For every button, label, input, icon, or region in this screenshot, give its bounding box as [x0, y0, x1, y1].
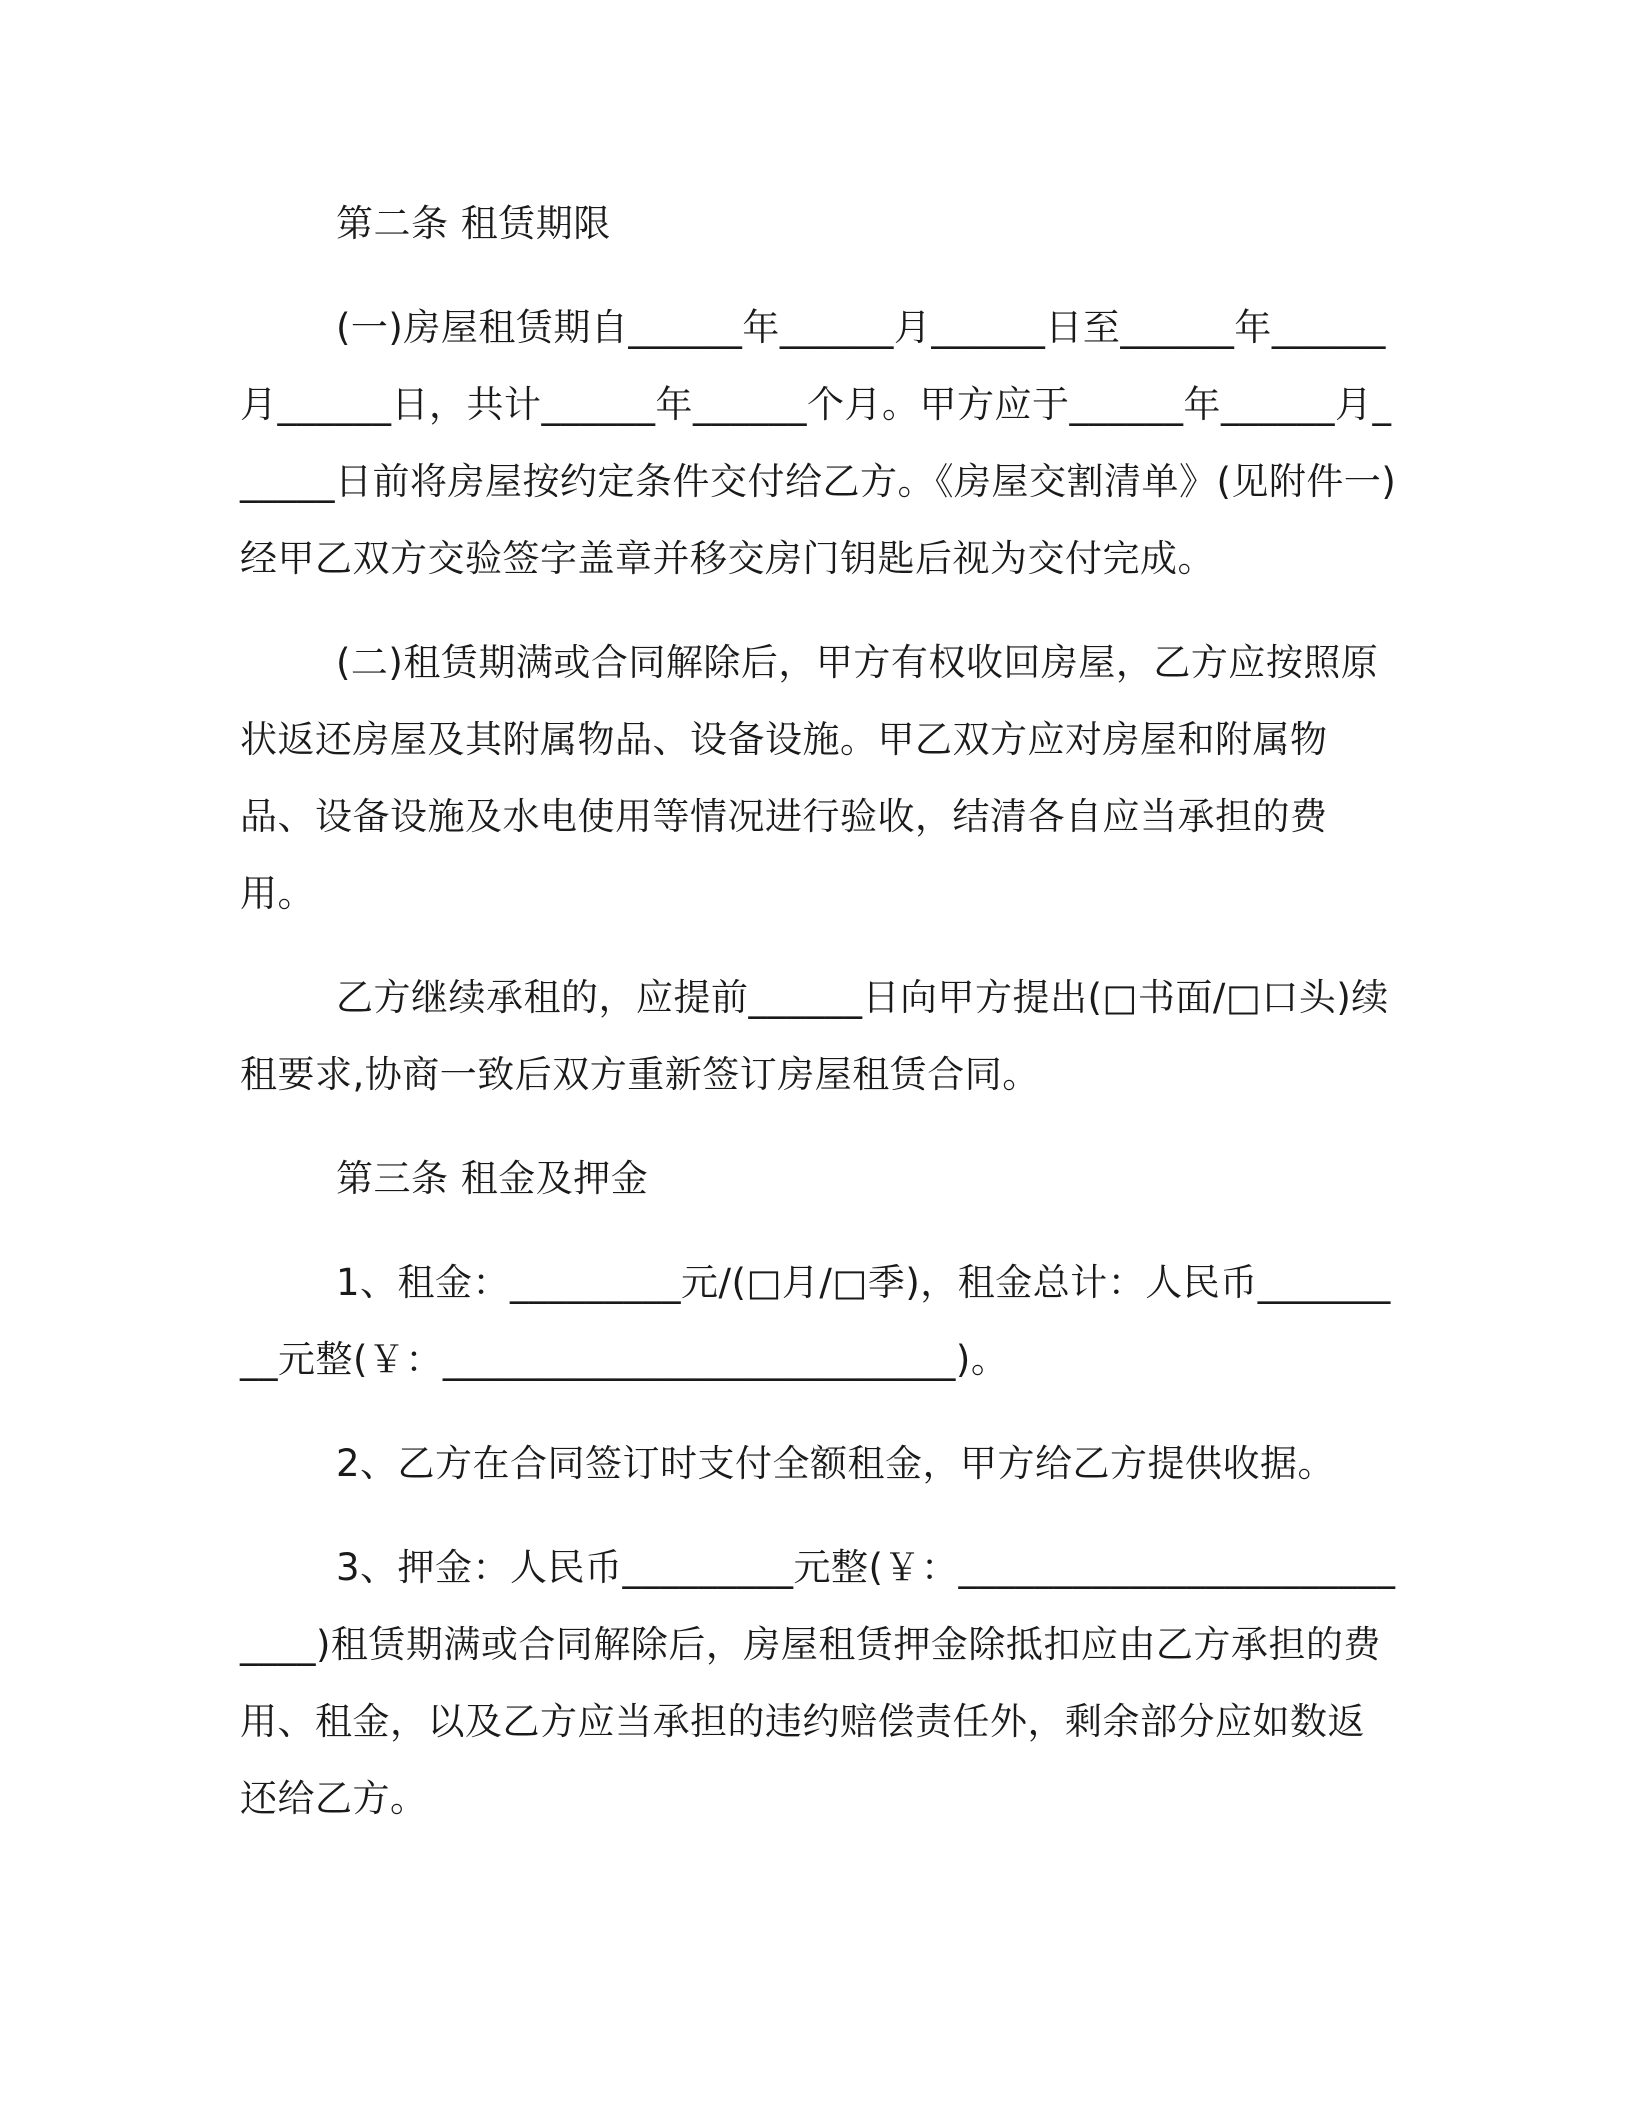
document-page [240, 185, 1400, 1837]
section-2-clause-2: (二)租赁期满或合同解除后，甲方有权收回房屋，乙方应按照原状返还房屋及其附属物品、设备设施。甲乙双方应对房屋和附属物品、设备设施及水电使用等情况进行验收，结清各自应当承担的费用。 [240, 641, 1379, 915]
section-3-heading: 第三条 租金及押金 [336, 1157, 649, 1200]
section-2-heading: 第二条 租赁期限 [336, 202, 611, 245]
section-2-renewal: 乙方继续承租的，应提前______日向甲方提出(□书面/□口头)续租要求,协商一致后双方重新签订房屋租赁合同。 [240, 976, 1389, 1096]
section-2-clause-1: (一)房屋租赁期自______年______月______日至______年______月______日，共计______年______个月。甲方应于______年______月______日前将房屋按约定条件交付给乙方。《房屋交割清单》(见附件一)经甲乙双方交验签字盖章并移交房门钥匙后视为交付完成。 [240, 306, 1397, 580]
section-3-item-3: 3、押金：人民币_________元整(￥：___________________________)租赁期满或合同解除后，房屋租赁押金除抵扣应由乙方承担的费用、租金，以及乙方应当承担的违约赔偿责任外，剩余部分应如数返还给乙方。 [240, 1546, 1396, 1820]
section-3-item-1: 1、租金：_________元/(□月/□季)，租金总计：人民币_________元整(￥：___________________________)。 [240, 1261, 1391, 1381]
section-3-item-2: 2、乙方在合同签订时支付全额租金，甲方给乙方提供收据。 [336, 1442, 1336, 1485]
